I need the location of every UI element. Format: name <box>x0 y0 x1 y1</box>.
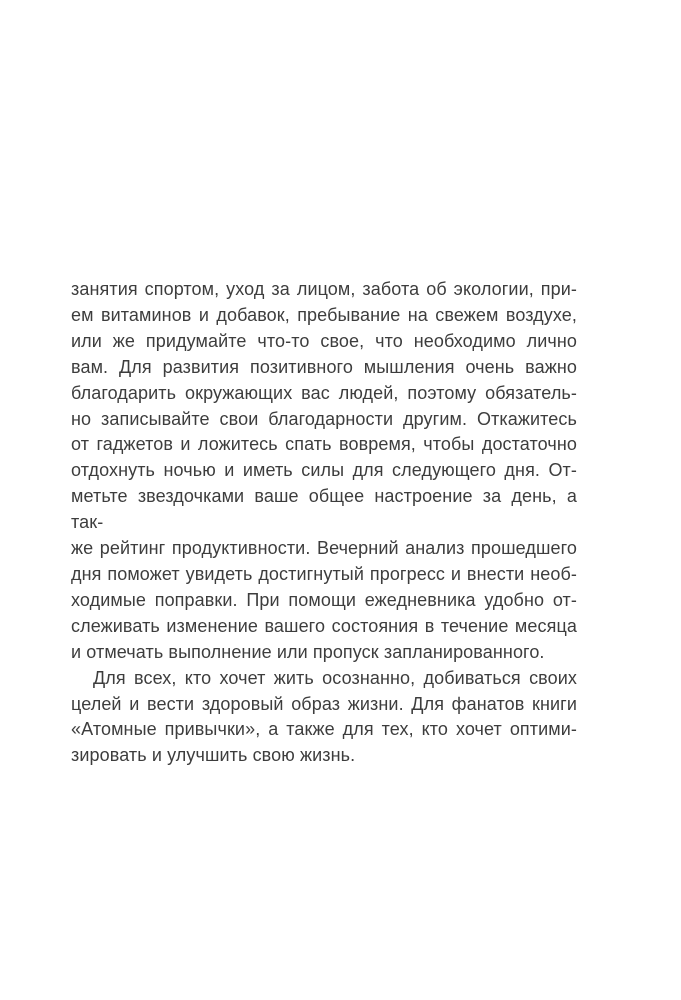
text-line: благодарить окружающих вас людей, поэтому обязатель- <box>71 382 577 403</box>
paragraph <box>71 666 577 770</box>
text-line: от гаджетов и ложитесь спать вовремя, чтобы достаточно <box>71 434 577 455</box>
text-line: целей и вести здоровый образ жизни. Для фанатов книги <box>71 693 577 714</box>
text-line: «Атомные привычки», а также для тех, кто хочет оптими- <box>71 719 577 740</box>
text-line: вам. Для развития позитивного мышления очень важно <box>71 356 577 377</box>
text-line: Для всех, кто хочет жить осознанно, добиваться своих <box>93 667 577 688</box>
text-line: зировать и улучшить свою жизнь. <box>71 745 356 766</box>
text-line: ходимые поправки. При помощи ежедневника удобно от- <box>71 589 577 610</box>
text-line: же рейтинг продуктивности. Вечерний анализ прошедшего <box>71 538 577 559</box>
text-line: ем витаминов и добавок, пребывание на свежем воздухе, <box>71 304 577 325</box>
text-line: или же придумайте что-то свое, что необходимо лично <box>71 330 577 351</box>
text-line: и отмечать выполнение или пропуск запланированного. <box>71 641 545 662</box>
text-line: отдохнуть ночью и иметь силы для следующего дня. От- <box>71 460 577 481</box>
text-block <box>71 277 577 769</box>
paragraph <box>71 277 577 666</box>
text-line: слеживать изменение вашего состояния в течение месяца <box>71 615 577 636</box>
text-line: метьте звездочками ваше общее настроение за день, а так- <box>71 486 577 533</box>
text-line: занятия спортом, уход за лицом, забота об экологии, при- <box>71 279 577 299</box>
text-line: дня поможет увидеть достигнутый прогресс и внести необ- <box>71 563 577 584</box>
text-line: но записывайте свои благодарности другим. Откажитесь <box>71 408 577 429</box>
